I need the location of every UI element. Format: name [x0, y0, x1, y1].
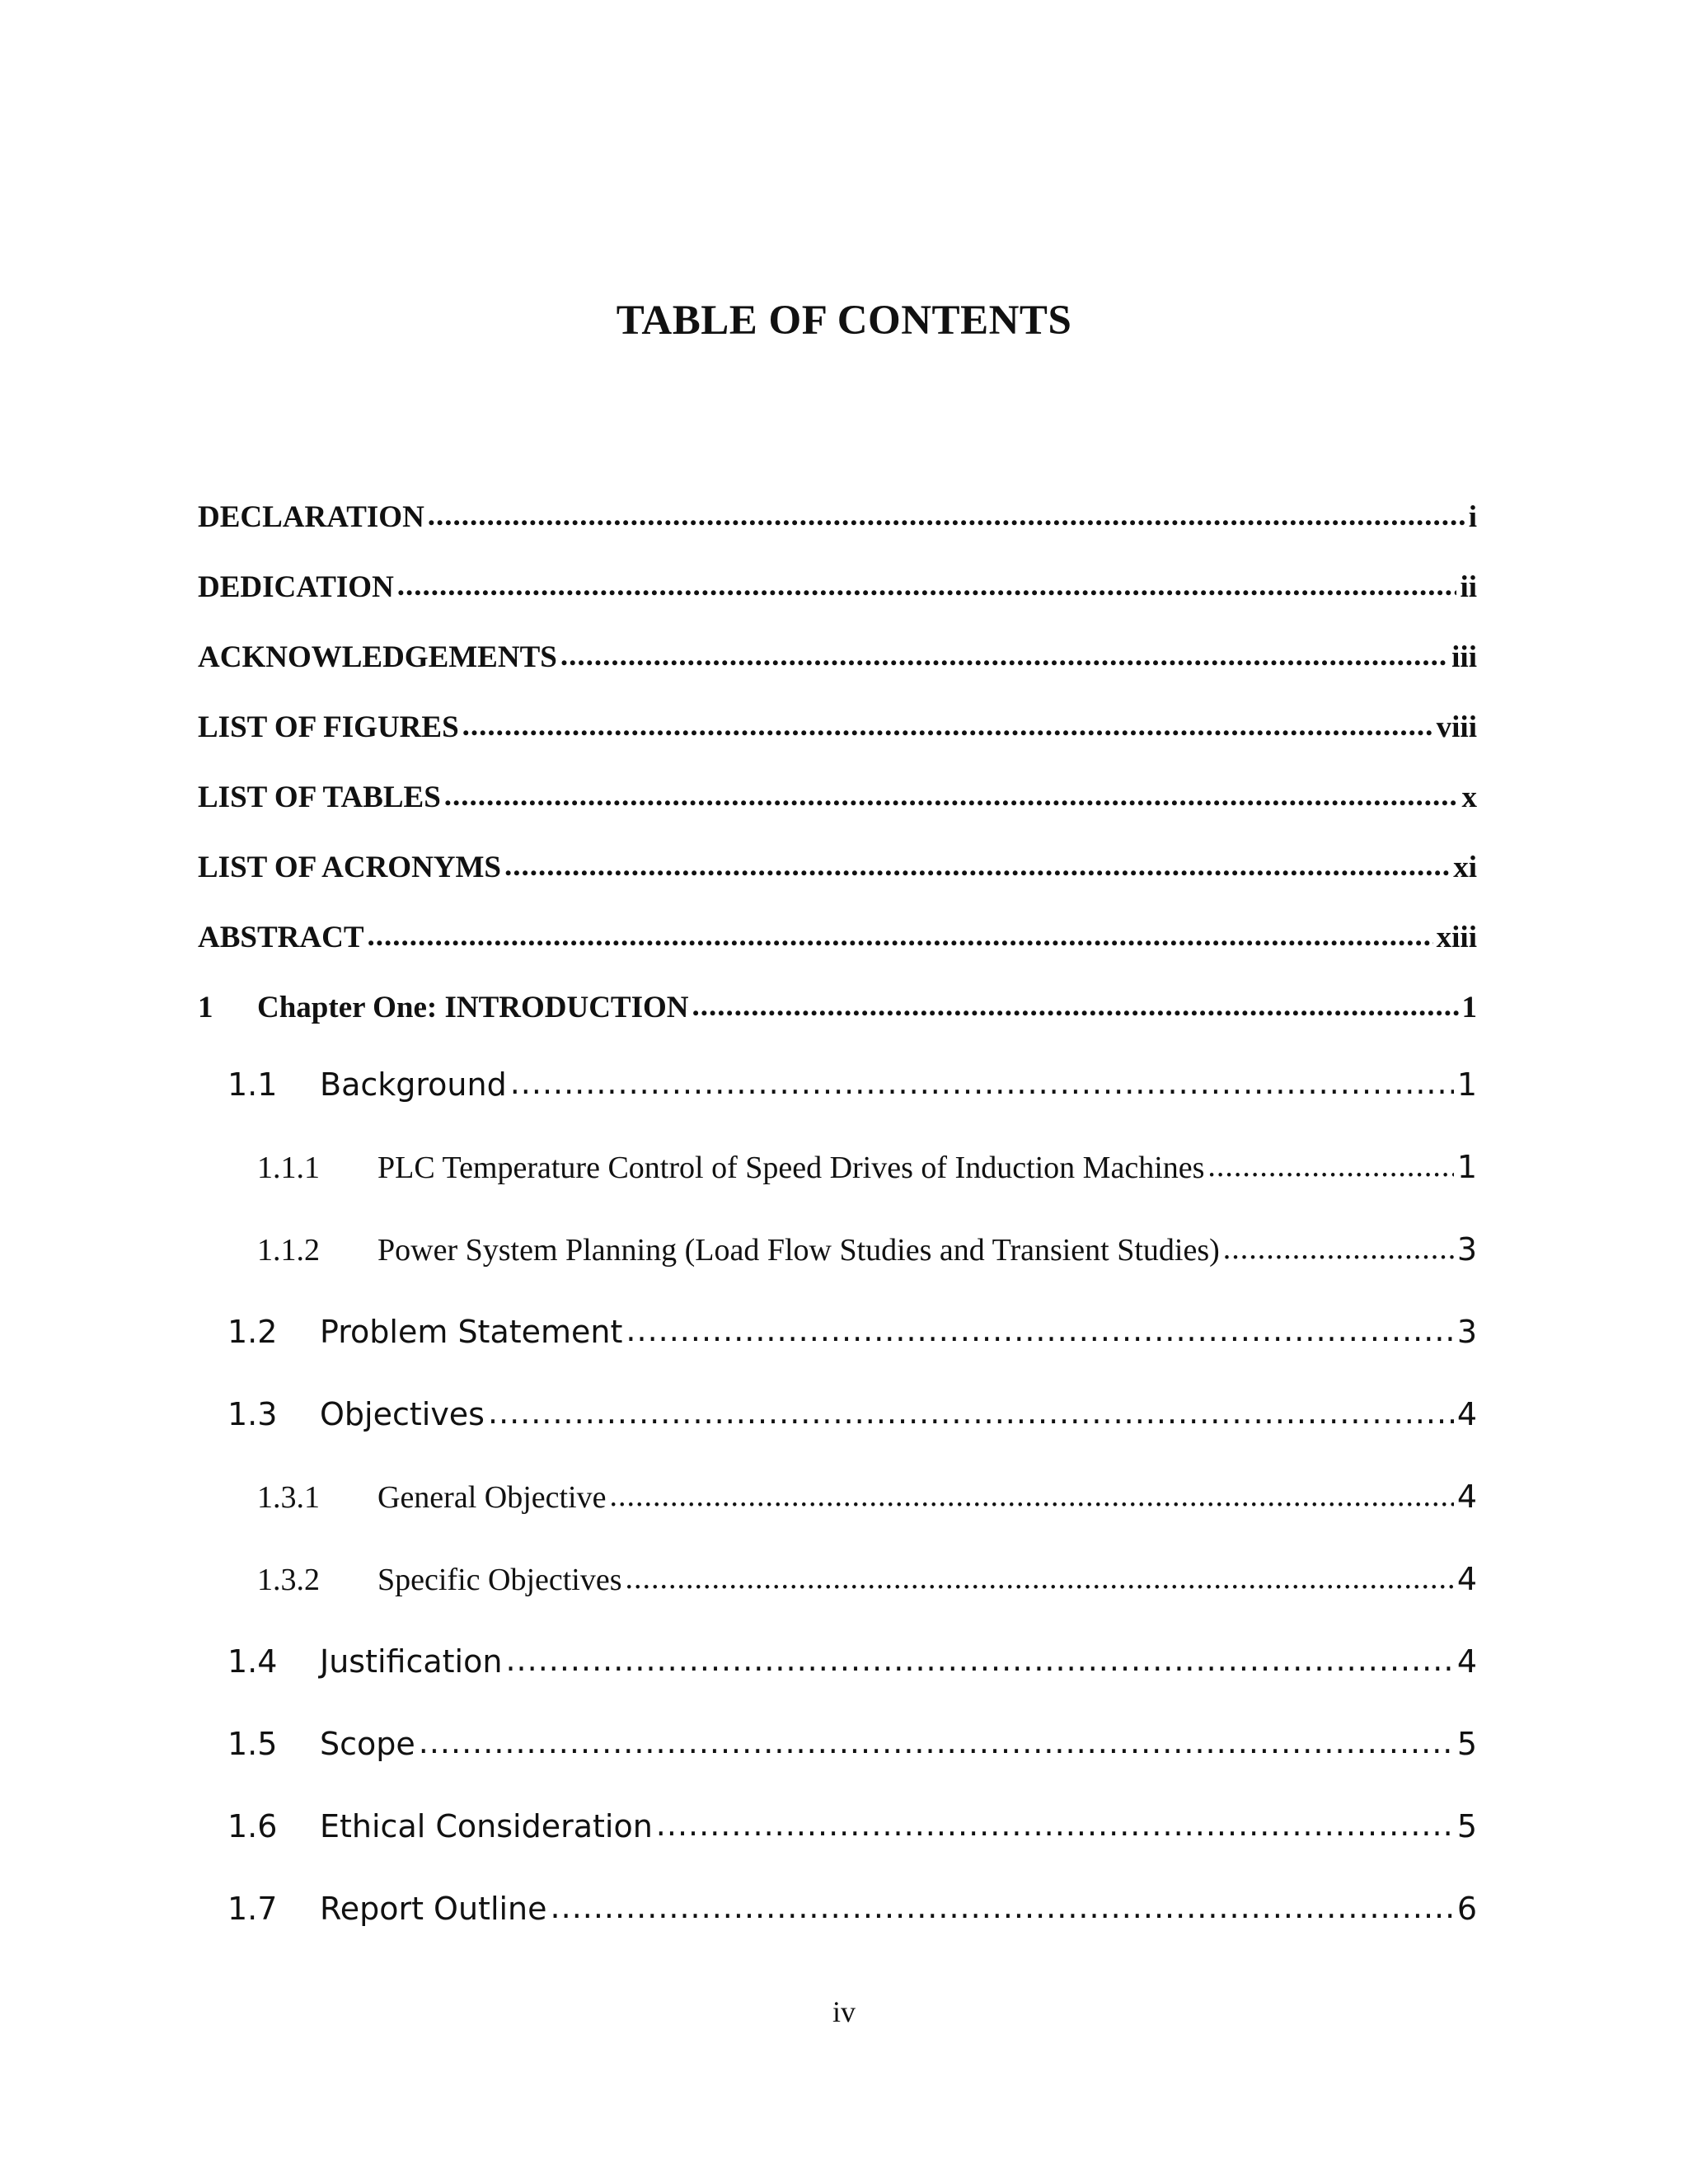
- dot-leader: [444, 778, 1459, 813]
- toc-page-number: xi: [1453, 851, 1477, 884]
- toc-entry-number: 1.1: [227, 1066, 278, 1103]
- toc-entry-1-1-1[interactable]: [257, 1149, 1477, 1186]
- toc-entry-dedication[interactable]: [198, 569, 1477, 605]
- toc-entry-text: LIST OF ACRONYMS: [198, 851, 502, 884]
- toc-page-number: 1: [1461, 991, 1477, 1024]
- dot-leader: [609, 1478, 1453, 1514]
- toc-entry-text: DECLARATION: [198, 500, 424, 534]
- dot-leader: [419, 1724, 1454, 1760]
- dot-leader: [488, 1394, 1454, 1431]
- dot-leader: [397, 568, 1457, 603]
- dot-leader: [510, 1065, 1454, 1101]
- toc-entry-abstract[interactable]: [198, 920, 1477, 955]
- toc-page-number: 3: [1456, 1314, 1477, 1350]
- toc-entry-1-4[interactable]: [227, 1643, 1477, 1680]
- toc-entry-text: Problem Statement: [320, 1314, 623, 1350]
- toc-entry-1-2[interactable]: [227, 1314, 1477, 1350]
- toc-entry-text: LIST OF FIGURES: [198, 710, 459, 744]
- toc-entry-number: 1.3.2: [257, 1563, 320, 1597]
- toc-entry-text: Specific Objectives: [377, 1563, 622, 1597]
- toc-entry-1-7[interactable]: [227, 1891, 1477, 1927]
- dot-leader: [428, 498, 1465, 533]
- toc-entry-1-3-2[interactable]: [257, 1561, 1477, 1598]
- toc-entry-1-1[interactable]: [227, 1066, 1477, 1103]
- toc-entry-text: ABSTRACT: [198, 921, 364, 954]
- toc-page-number: xiii: [1436, 921, 1477, 954]
- toc-entry-text: Report Outline: [320, 1891, 547, 1927]
- toc-page-number: 6: [1456, 1891, 1477, 1927]
- dot-leader: [560, 638, 1448, 673]
- toc-page-number: 4: [1456, 1561, 1477, 1597]
- toc-entry-text: Objectives: [320, 1396, 485, 1432]
- dot-leader: [505, 1642, 1453, 1678]
- toc-page-number: viii: [1436, 710, 1477, 744]
- toc-page-number: 5: [1456, 1726, 1477, 1762]
- toc-entry-1-1-2[interactable]: [257, 1231, 1477, 1268]
- toc-entry-1-5[interactable]: [227, 1726, 1477, 1762]
- toc-page-number: 5: [1456, 1808, 1477, 1844]
- toc-page-number: x: [1461, 780, 1477, 814]
- dot-leader: [551, 1889, 1454, 1925]
- dot-leader: [626, 1312, 1453, 1348]
- toc-entry-number: 1.4: [227, 1643, 278, 1680]
- toc-entry-list-of-acronyms[interactable]: [198, 850, 1477, 885]
- toc-entry-text: ACKNOWLEDGEMENTS: [198, 640, 557, 674]
- toc-page-number: 1: [1456, 1149, 1477, 1185]
- dot-leader: [626, 1560, 1454, 1596]
- toc-entry-1-6[interactable]: [227, 1808, 1477, 1844]
- toc-entry-1-3-1[interactable]: [257, 1479, 1477, 1516]
- toc-page-number: ii: [1460, 570, 1477, 604]
- toc-page-number: 4: [1456, 1396, 1477, 1432]
- toc-entry-text: Ethical Consideration: [320, 1808, 653, 1844]
- toc-entry-number: 1.1.2: [257, 1233, 320, 1268]
- toc-page-number: 4: [1456, 1643, 1477, 1680]
- footer-page-number: iv: [832, 1995, 856, 2028]
- toc-entry-acknowledgements[interactable]: [198, 640, 1477, 675]
- toc-entry-1-3[interactable]: [227, 1396, 1477, 1432]
- toc-entry-list-of-tables[interactable]: [198, 780, 1477, 815]
- toc-entry-text: Scope: [320, 1726, 415, 1762]
- toc-page-number: 3: [1456, 1231, 1477, 1268]
- toc-entry-text: DEDICATION: [198, 570, 394, 604]
- toc-entry-text: Power System Planning (Load Flow Studies and Transient Studies): [377, 1233, 1220, 1268]
- toc-entry-text: PLC Temperature Control of Speed Drives of Induction Machines: [377, 1151, 1205, 1185]
- toc-entry-number: 1.3.1: [257, 1480, 320, 1515]
- toc-page-number: iii: [1451, 640, 1477, 674]
- toc-page-number: 4: [1456, 1479, 1477, 1515]
- toc-entry-number: 1.5: [227, 1726, 278, 1762]
- toc-page-number: i: [1468, 500, 1477, 534]
- toc-page-number: 1: [1456, 1066, 1477, 1103]
- toc-entry-list-of-figures[interactable]: [198, 710, 1477, 745]
- toc-entry-chapter-1[interactable]: [198, 990, 1477, 1025]
- toc-entry-number: 1.2: [227, 1314, 278, 1350]
- toc-entry-number: 1.6: [227, 1808, 278, 1844]
- toc-entry-text: Background: [320, 1066, 507, 1103]
- toc-entry-number: 1.1.1: [257, 1151, 320, 1185]
- dot-leader: [504, 848, 1450, 883]
- dot-leader: [368, 918, 1433, 954]
- dot-leader: [692, 988, 1459, 1024]
- toc-entry-declaration[interactable]: [198, 499, 1477, 535]
- toc-entry-text: Chapter One: INTRODUCTION: [257, 991, 689, 1024]
- dot-leader: [656, 1807, 1454, 1843]
- toc-entry-number: 1: [198, 991, 213, 1024]
- toc-entry-text: General Objective: [377, 1480, 607, 1515]
- toc-entry-number: 1.7: [227, 1891, 278, 1927]
- toc-entry-text: Justification: [320, 1643, 503, 1680]
- dot-leader: [462, 708, 1433, 743]
- page-title: TABLE OF CONTENTS: [616, 298, 1072, 344]
- dot-leader: [1207, 1148, 1453, 1184]
- dot-leader: [1223, 1230, 1454, 1267]
- toc-entry-text: LIST OF TABLES: [198, 780, 441, 814]
- toc-entry-number: 1.3: [227, 1396, 278, 1432]
